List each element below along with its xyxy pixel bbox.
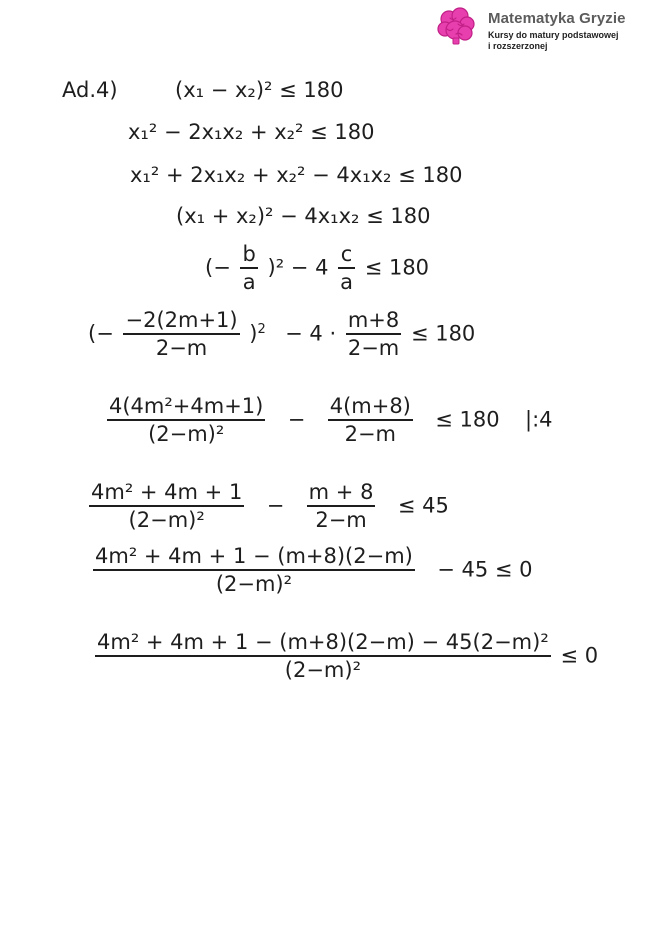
math-line-2: x₁² − 2x₁x₂ + x₂² ≤ 180 (128, 120, 375, 144)
fraction-numerator: 4(m+8) (329, 394, 411, 418)
fraction-denominator: 2−m (347, 335, 400, 360)
math-line-1: (x₁ − x₂)² ≤ 180 (175, 78, 344, 102)
line10-tail: ≤ 0 (560, 643, 599, 668)
line7-note: |:4 (525, 407, 553, 432)
fraction-denominator: 2−m (315, 507, 367, 532)
fraction-numerator: −2(2m+1) (125, 308, 238, 332)
fraction-denominator: 2−m (344, 421, 397, 446)
math-line-6 (88, 310, 475, 359)
line6-open: (− (88, 321, 114, 346)
fraction-numerator: 4(4m²+4m+1) (109, 394, 264, 418)
brand-subtitle-line1: Kursy do matury podstawowej (488, 30, 619, 40)
brain-icon (436, 6, 476, 46)
fraction-c-over-a (346, 310, 401, 359)
fraction-numerator: 4m² + 4m + 1 (91, 480, 243, 504)
fraction-c-over-a (338, 244, 355, 293)
line7-mid: − (287, 407, 306, 432)
fraction-denominator: (2−m)² (148, 421, 225, 446)
fraction-combined (93, 546, 415, 595)
fraction-numerator: m + 8 (308, 480, 374, 504)
fraction-first-term (107, 396, 265, 445)
fraction-second-term (328, 396, 413, 445)
fraction-denominator: 2−m (155, 335, 208, 360)
fraction-denominator: a (242, 269, 256, 294)
math-line-8 (86, 482, 449, 531)
fraction-denominator: a (340, 269, 353, 294)
line6-close: ) (249, 321, 258, 346)
line5-open: (− (205, 255, 231, 280)
line5-tail: ≤ 180 (364, 255, 430, 280)
line5-mid: )² − 4 (267, 255, 329, 280)
fraction-second-term (307, 482, 376, 531)
fraction-numerator: b (242, 242, 256, 266)
fraction-denominator: (2−m)² (215, 571, 293, 596)
fraction-denominator: (2−m)² (284, 657, 361, 682)
line6-square: 2 (257, 322, 266, 338)
line6-tail: ≤ 180 (410, 321, 476, 346)
fraction-neg-b (123, 310, 239, 359)
fraction-numerator: 4m² + 4m + 1 − (m+8)(2−m) (95, 544, 413, 568)
line8-tail: ≤ 45 (397, 493, 449, 518)
brand-subtitle-line2: i rozszerzonej (488, 41, 548, 51)
fraction-first-term (89, 482, 244, 531)
math-line-5 (205, 244, 429, 293)
line6-mid: − 4 · (285, 321, 337, 346)
fraction-denominator: (2−m)² (128, 507, 205, 532)
math-line-4: (x₁ + x₂)² − 4x₁x₂ ≤ 180 (176, 204, 431, 228)
fraction-numerator: m+8 (347, 308, 400, 332)
fraction-numerator: 4m² + 4m + 1 − (m+8)(2−m) − 45(2−m)² (97, 630, 549, 654)
fraction-final (95, 632, 551, 681)
fraction-numerator: c (340, 242, 353, 266)
line9-tail: − 45 ≤ 0 (437, 557, 533, 582)
fraction-b-over-a (240, 244, 257, 293)
math-line-9 (90, 546, 533, 595)
line8-mid: − (266, 493, 285, 518)
math-line-3: x₁² + 2x₁x₂ + x₂² − 4x₁x₂ ≤ 180 (130, 163, 463, 187)
line7-tail: ≤ 180 (435, 407, 500, 432)
solution-label: Ad.4) (62, 78, 118, 102)
math-line-7 (104, 396, 553, 445)
brand-subtitle (488, 30, 664, 52)
math-line-10 (92, 632, 598, 681)
brand-title: Matematyka Gryzie (488, 10, 626, 27)
brand-header (436, 6, 664, 54)
